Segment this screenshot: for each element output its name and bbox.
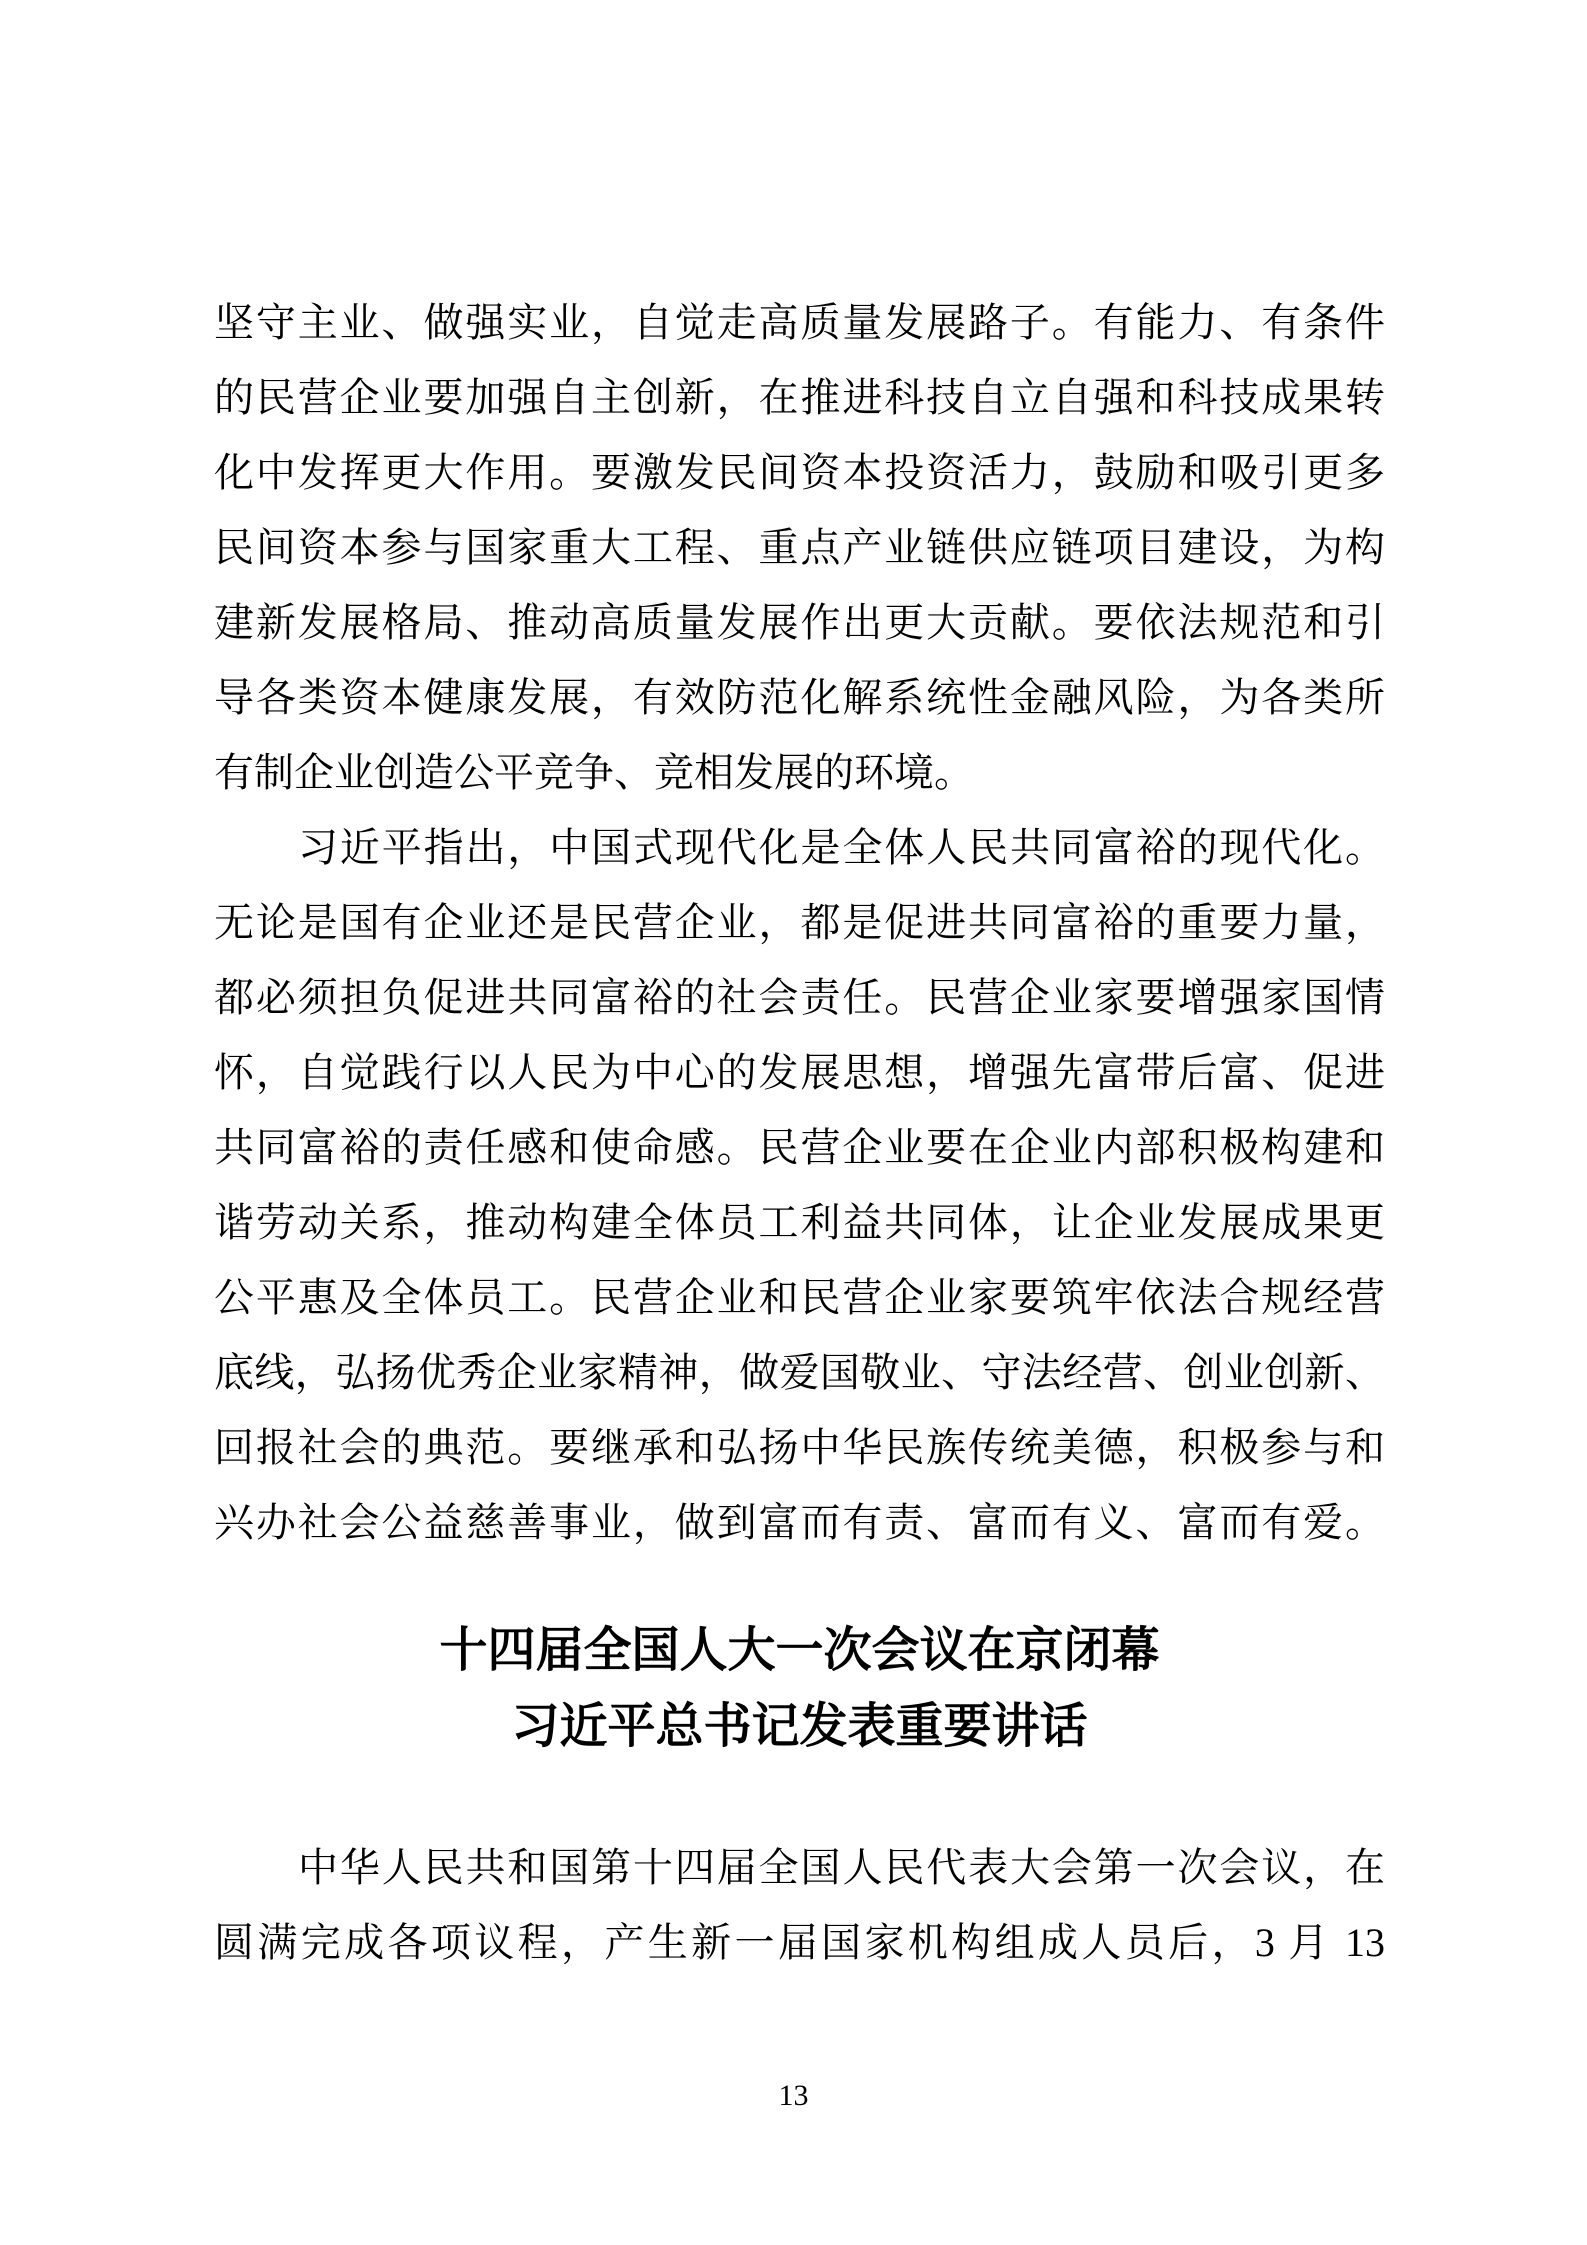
text-line: 有制企业创造公平竞争、竞相发展的环境。 (214, 750, 974, 795)
text-line: 中华人民共和国第十四届全国人民代表大会第一次会议，在 (298, 1845, 1385, 1890)
text-line: 谐劳动关系，推动构建全体员工利益共同体，让企业发展成果更 (214, 1200, 1385, 1245)
text-line: 的民营企业要加强自主创新，在推进科技自立自强和科技成果转 (214, 375, 1385, 420)
article-heading (214, 1613, 1385, 1765)
text-line: 共同富裕的责任感和使命感。民营企业要在企业内部积极构建和 (214, 1125, 1385, 1170)
text-line: 圆满完成各项议程，产生新一届国家机构组成人员后，3 月 13 (214, 1920, 1385, 1965)
text-line: 都必须担负促进共同富裕的社会责任。民营企业家要增强家国情 (214, 975, 1385, 1020)
text-column (214, 285, 1385, 1980)
text-line: 坚守主业、做强实业，自觉走高质量发展路子。有能力、有条件 (214, 300, 1385, 345)
text-line: 建新发展格局、推动高质量发展作出更大贡献。要依法规范和引 (214, 600, 1385, 645)
text-line: 无论是国有企业还是民营企业，都是促进共同富裕的重要力量， (214, 900, 1385, 945)
text-line: 导各类资本健康发展，有效防范化解系统性金融风险，为各类所 (214, 675, 1385, 720)
text-line: 怀，自觉践行以人民为中心的发展思想，增强先富带后富、促进 (214, 1050, 1385, 1095)
text-line: 公平惠及全体员工。民营企业和民营企业家要筑牢依法合规经营 (214, 1275, 1385, 1320)
body-paragraph-1 (214, 285, 1385, 810)
text-line: 回报社会的典范。要继承和弘扬中华民族传统美德，积极参与和 (214, 1425, 1385, 1470)
body-paragraph-3 (214, 1830, 1385, 1980)
text-line: 兴办社会公益慈善事业，做到富而有责、富而有义、富而有爱。 (214, 1500, 1385, 1545)
body-paragraph-2 (214, 810, 1385, 1560)
heading-line: 习近平总书记发表重要讲话 (511, 1700, 1088, 1753)
text-line: 化中发挥更大作用。要激发民间资本投资活力，鼓励和吸引更多 (214, 450, 1385, 495)
text-line: 民间资本参与国家重大工程、重点产业链供应链项目建设，为构 (214, 525, 1385, 570)
text-line: 底线，弘扬优秀企业家精神，做爱国敬业、守法经营、创业创新、 (214, 1350, 1385, 1395)
heading-line: 十四届全国人大一次会议在京闭幕 (439, 1624, 1160, 1677)
page-number: 13 (778, 2079, 809, 2112)
text-line: 习近平指出，中国式现代化是全体人民共同富裕的现代化。 (298, 825, 1385, 870)
